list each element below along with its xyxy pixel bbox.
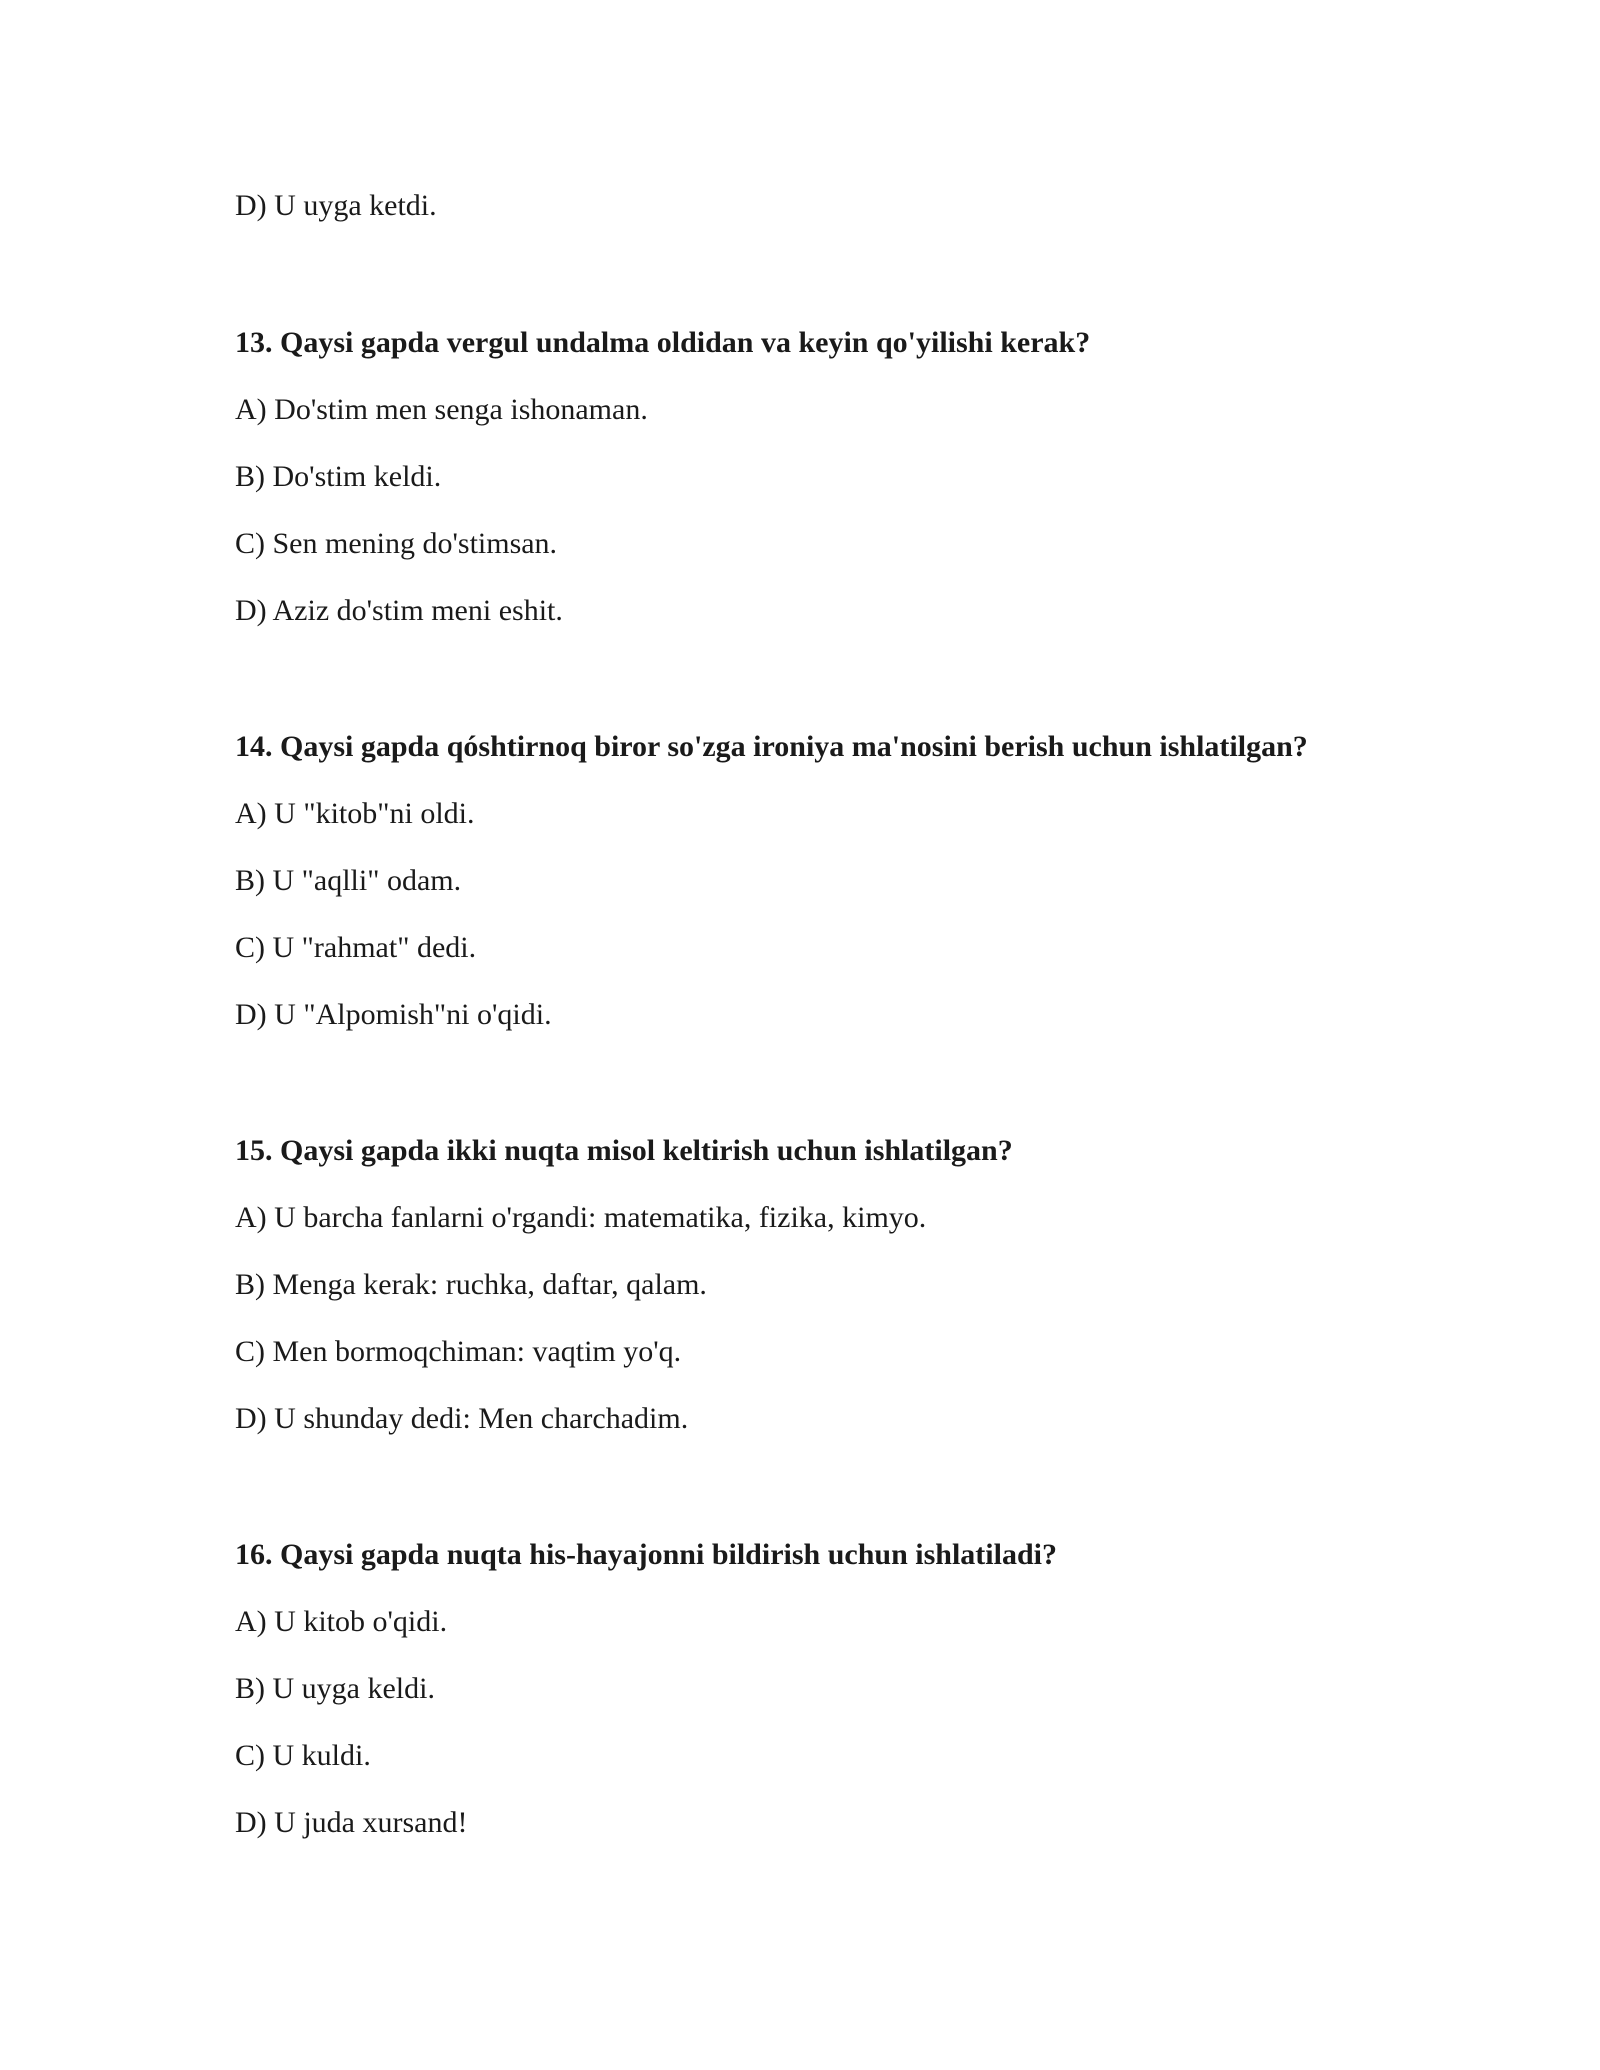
question-13-option-c: C) Sen mening do'stimsan. [235,527,558,560]
question-16-option-b: B) U uyga keldi. [235,1672,435,1705]
question-16-option-a: A) U kitob o'qidi. [235,1605,448,1638]
question-16-title: 16. Qaysi gapda nuqta his-hayajonni bildirish uchun ishlatiladi? [235,1538,1057,1571]
question-15-option-d: D) U shunday dedi: Men charchadim. [235,1402,689,1435]
question-13-title: 13. Qaysi gapda vergul undalma oldidan va keyin qo'yilishi kerak? [235,326,1091,359]
question-14-option-c: C) U "rahmat" dedi. [235,931,477,964]
question-14-option-b: B) U "aqlli" odam. [235,864,462,897]
question-15-option-a: A) U barcha fanlarni o'rgandi: matematika, fizika, kimyo. [235,1201,927,1234]
question-15-option-b: B) Menga kerak: ruchka, daftar, qalam. [235,1268,707,1301]
question-14-option-d: D) U "Alpomish"ni o'qidi. [235,998,552,1031]
question-16-option-d: D) U juda xursand! [235,1806,468,1839]
question-14-title: 14. Qaysi gapda qóshtirnoq biror so'zga ironiya ma'nosini berish uchun ishlatilgan? [235,730,1308,763]
question-13-option-a: A) Do'stim men senga ishonaman. [235,393,648,426]
question-14-option-a: A) U "kitob"ni oldi. [235,797,475,830]
question-13-option-b: B) Do'stim keldi. [235,460,442,493]
question-16-option-c: C) U kuldi. [235,1739,371,1772]
question-13-option-d: D) Aziz do'stim meni eshit. [235,594,563,627]
question-15-title: 15. Qaysi gapda ikki nuqta misol keltirish uchun ishlatilgan? [235,1134,1013,1167]
previous-option-d: D) U uyga ketdi. [235,189,437,222]
question-15-option-c: C) Men bormoqchiman: vaqtim yo'q. [235,1335,682,1368]
